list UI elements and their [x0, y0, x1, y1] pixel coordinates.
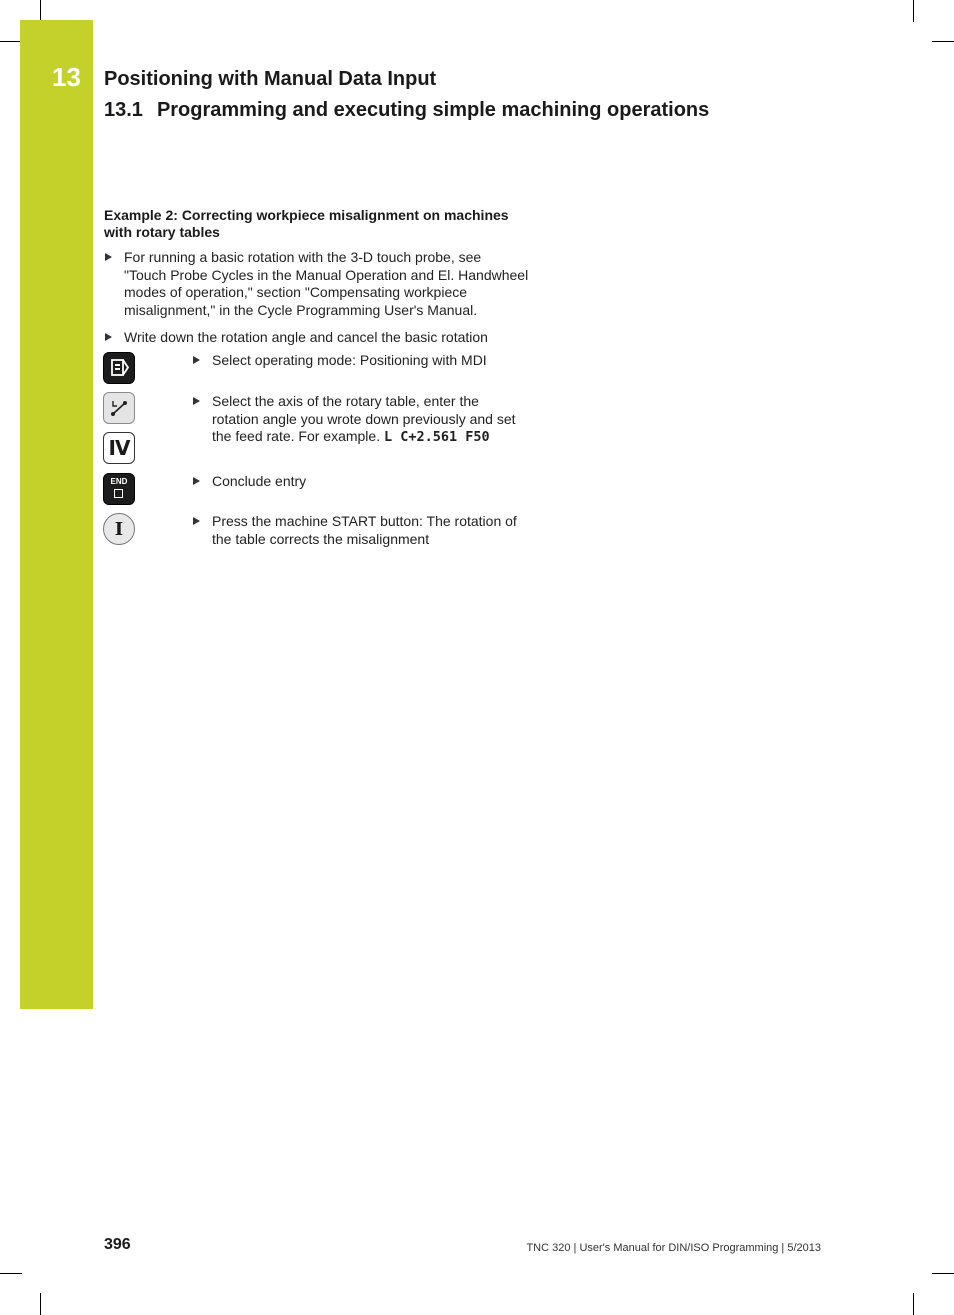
page-number: 396 [104, 1236, 131, 1253]
bullet-touch-probe-reference: For running a basic rotation with the 3-D touch probe, see "Touch Probe Cycles in the Manual Operation and El. Handwheel modes of operation," section "Compensating workpiece misalignment," in the Cycle Programming User's Manual. [124, 249, 554, 319]
section-number: 13.1 [104, 99, 143, 121]
example-heading: Example 2: Correcting workpiece misalignment on machines with rotary tables [104, 207, 509, 240]
mdi-mode-key-icon [103, 352, 135, 384]
bullet-arrow-icon [193, 477, 200, 485]
chapter-title: Positioning with Manual Data Input [104, 68, 437, 90]
crop-mark [40, 1293, 41, 1315]
end-key-square [114, 489, 123, 498]
nc-start-key-icon: I [103, 513, 135, 545]
bullet-arrow-icon [105, 333, 112, 341]
straight-line-key-icon [103, 392, 135, 424]
crop-mark [913, 1293, 914, 1315]
step-select-rotary-axis: Select the axis of the rotary table, enter the rotation angle you wrote down previously and set the feed rate. For example. L C+2.561 F50 [212, 393, 552, 447]
bullet-write-rotation-angle: Write down the rotation angle and cancel the basic rotation [124, 329, 554, 347]
example-code: L C+2.561 F50 [383, 429, 490, 445]
crop-mark [932, 41, 954, 42]
crop-mark [0, 41, 22, 42]
crop-mark [932, 1273, 954, 1274]
section-title [104, 99, 709, 122]
step-press-start: Press the machine START button: The rotation of the table corrects the misalignment [212, 513, 552, 548]
bullet-arrow-icon [193, 397, 200, 405]
bullet-arrow-icon [105, 253, 112, 261]
section-heading: Programming and executing simple machining operations [156, 99, 710, 121]
crop-mark [0, 1273, 22, 1274]
chapter-number: 13 [52, 62, 81, 92]
bullet-arrow-icon [193, 356, 200, 364]
axis-iv-key-icon: IV [103, 432, 135, 464]
footer-text: TNC 320 | User's Manual for DIN/ISO Programming | 5/2013 [526, 1242, 821, 1254]
step-conclude-entry: Conclude entry [212, 473, 552, 491]
crop-mark [913, 0, 914, 22]
end-key-icon: END [103, 473, 135, 505]
crop-mark [40, 0, 41, 22]
bullet-arrow-icon [193, 517, 200, 525]
chapter-band [20, 20, 93, 1009]
step-select-mdi-mode: Select operating mode: Positioning with MDI [212, 352, 552, 370]
